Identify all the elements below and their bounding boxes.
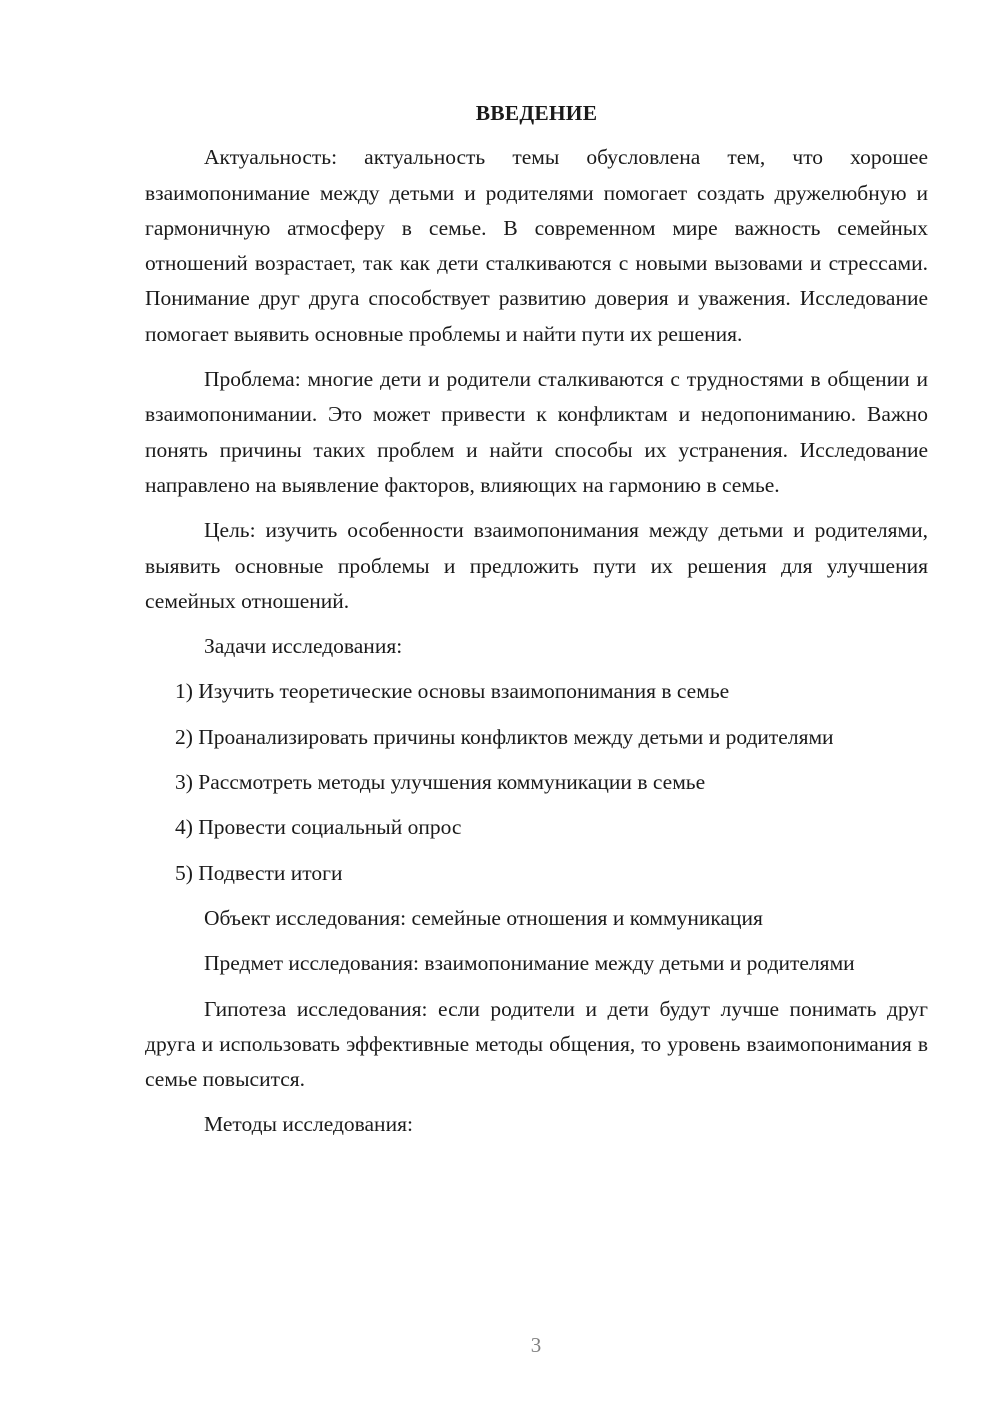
task-item-5: 5) Подвести итоги <box>175 860 343 885</box>
goal-paragraph: Цель: изучить особенности взаимопонимания между детьми и родителями, выявить основные проблемы и предложить пути их решения для улучшения семейных отношений. <box>145 518 928 613</box>
research-hypothesis: Гипотеза исследования: если родители и дети будут лучше понимать друг друга и использовать эффективные методы общения, то уровень взаимопонимания в семье повысится. <box>145 996 928 1092</box>
relevance-paragraph: Актуальность: актуальность темы обусловлена тем, что хорошее взаимопонимание между детьми и родителями помогает создать дружелюбную и гармоничную атмосферу в семье. В современном мире важность семейных отношений возрастает, так как дети сталкиваются с новыми вызовами и стрессами. Понимание друг друга способствует развитию доверия и уважения. Исследование помогает выявить основные проблемы и найти пути их решения. <box>145 145 928 346</box>
page-content <box>145 96 928 1143</box>
task-item-2: 2) Проанализировать причины конфликтов между детьми и родителями <box>175 724 834 749</box>
research-methods: Методы исследования: <box>204 1112 413 1137</box>
task-item-4: 4) Провести социальный опрос <box>175 815 462 840</box>
task-item-1: 1) Изучить теоретические основы взаимопонимания в семье <box>175 679 730 704</box>
research-subject: Предмет исследования: взаимопонимание между детьми и родителями <box>204 951 855 976</box>
task-item-3: 3) Рассмотреть методы улучшения коммуникации в семье <box>175 770 706 795</box>
section-heading: ВВЕДЕНИЕ <box>475 101 598 125</box>
research-object: Объект исследования: семейные отношения и коммуникация <box>204 905 763 930</box>
problem-paragraph: Проблема: многие дети и родители сталкиваются с трудностями в общении и взаимопонимании. Это может привести к конфликтам и недопониманию. Важно понять причины таких проблем и найти способы их устранения. Исследование направлено на выявление факторов, влияющих на гармонию в семье. <box>145 367 928 497</box>
page-number: 3 <box>530 1333 542 1357</box>
tasks-heading: Задачи исследования: <box>204 634 403 659</box>
